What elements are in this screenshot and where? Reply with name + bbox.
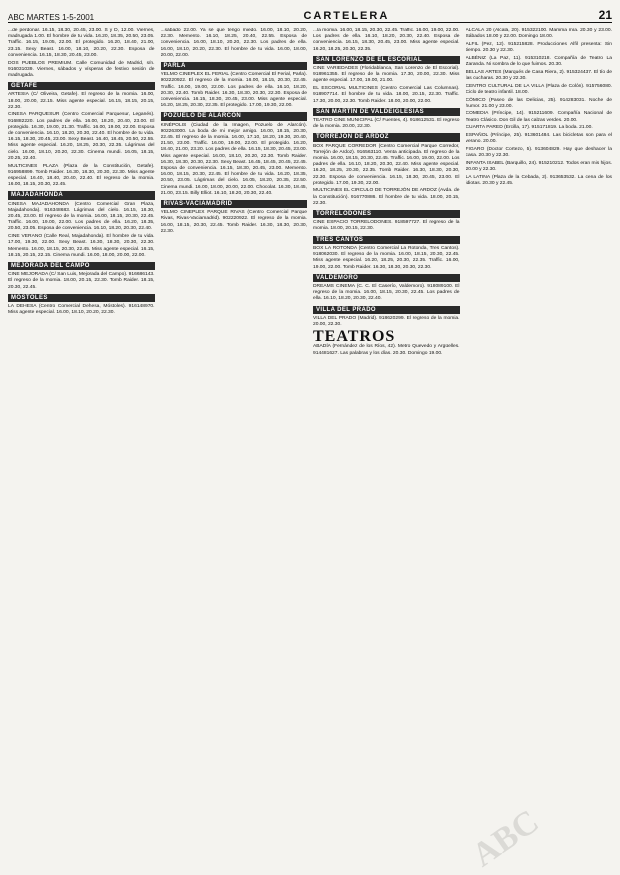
listing-entry: CINE VERANO (Calle Real, Majadahonda). El hombre de tu vida. 17.00, 19.30, 22.00. Sexy Beast. 16.30, 18.30, 20.30, 22.30. Memento. 16.00, 18.15, 20.30, 22.45. Miss agente especial. 16.15, 18.15, 20.15, 22.15. Cinema mundi. 16.00, 18.00, 20.00, 22.00. (8, 234, 155, 258)
listing-entry: BOX LA ROTONDA (Centro Comercial La Rotonda, Tres Cantos). 918062030. El regreso de la momia. 16.00, 18.15, 20.30, 22.45. Miss agente especial. 16.20, 18.25, 20.30, 22.35. Traffic. 16.00, 19.00, 22.00. Tomb Raider. 16.30, 18.30, 20.30, 22.30. (313, 245, 460, 270)
listing-entry: MULTICINES EL CIRCULO DE TORREJÓN DE ARDOZ (Avda. de la Constitución). 916770886. El hombre de tu vida. 18.00, 20.15, 22.30. (313, 188, 460, 206)
abc-watermark: ABC (465, 802, 546, 875)
listing-entry: KINÉPOLIS (Ciudad de la Imagen, Pozuelo de Alarcón). 902263000. La boda de mi mejor amigo. 16.00, 18.15, 20.30, 22.45. El regreso de la momia. 16.00, 17.10, 18.20, 19.30, 20.40, 21.50, 23.00. Traffic. 16.00, 19.00, 22.00. El protegido. 16.20, 18.40, 21.00, 23.20. Los padres de ella. 16.15, 18.30, 20.45, 23.00. Miss agente especial. 16.00, 18.10, 20.20, 22.30. Tomb Raider. 16.30, 18.30, 20.30, 22.30. Sexy Beast. 16.45, 18.45, 20.45, 22.45. Esposa de conveniencia. 16.15, 18.30, 20.45, 23.00. Memento. 16.00, 18.15, 20.30, 22.45. El hombre de tu vida. 16.20, 18.35, 20.50, 23.05. Lágrimas del cielo. 16.05, 18.20, 20.35, 22.50. Cinema mundi. 16.00, 18.00, 20.00, 22.00. Chocolat. 16.30, 18.45, 21.00, 23.15. Billy Elliot. 16.10, 18.20, 20.30, 22.40. (160, 122, 307, 196)
listing-entry: ARTESIA (C/ Oliveira, Getafe). El regreso de la momia. 16.00, 18.00, 20.00, 22.15. Miss agente especial. 16.15, 18.15, 20.15, 22.30. (8, 92, 155, 110)
listing-entry: ALCALÁ 20 (Alcalá, 20). 915322100. Mamma mía. 20.30 y 23.00. Sábados 18.00 y 22.00. Domingo 18.00. (465, 28, 612, 40)
listing-entry: YELMO CINEPLEX EL FERIAL (Centro Comercial El Ferial, Parla). 902220922. El regreso de la momia. 16.00, 18.15, 20.30, 22.45. Traffic. 16.00, 19.00, 22.00. Los padres de ella. 16.10, 18.20, 20.30, 22.40. Tomb Raider. 16.30, 18.30, 20.30, 22.30. Esposa de conveniencia. 16.15, 18.30, 20.45, 23.00. Miss agente especial. 16.20, 18.25, 20.30, 22.35. El protegido. 17.00, 19.30, 22.00. (160, 72, 307, 109)
listing-entry: ESPAÑOL (Príncipe, 25). 913601484. Las bicicletas son para el verano. 20.00. (465, 133, 612, 145)
listing-entry: EL ESCORIAL MULTICINES (Centro Comercial Las Columnas). 918907714. El hombre de tu vida. 18.00, 20.15, 22.30. Traffic. 17.30, 20.00, 22.30. Tomb Raider. 18.00, 20.00, 22.00. (313, 86, 460, 104)
listing-entry: INFANTA ISABEL (Barquillo, 24). 915210212. Todos eran mis hijos. 20.00 y 22.30. (465, 160, 612, 173)
section-heading: PARLA (161, 62, 308, 70)
listing-entry: ...de perdonar. 16.15, 18.30, 20.45, 23.00. S y D, 12.00. Viernes, madrugada 1.00. El hombre de tu vida. 16.20, 18.35, 20.50, 23.05. Traffic. 16.15, 19.05, 22.00. El protegido. 16.20, 18.40, 21.00, 23.15. Sexy Beast. 16.00, 18.10, 20.20, 22.30. Esposa de conveniencia. 16.15, 18.30, 20.45, 23.00. (8, 28, 155, 58)
listing-entry: FIGARO (Doctor Cortezo, 5). 913604829. Hay que deshacer la casa. 20.30 y 22.30. (465, 146, 612, 159)
column-1 (8, 28, 155, 858)
listing-entry: ABADÍA (Fernández de los Ríos, 42). Metro Quevedo y Argüelles. 914481627. Las palabras y los días. 20.30. Domingo 19.00. (313, 344, 460, 356)
listing-entry: BOX PARQUE CORREDOR (Centro Comercial Parque Corredor, Torrejón de Ardoz). 916563110. Venta anticipada. El regreso de la momia. 16.00, 18.15, 20.30, 22.45. Traffic. 16.00, 19.00, 22.00. Los padres de ella. 16.10, 18.20, 20.30, 22.40. Miss agente especial. 16.20, 18.25, 20.30, 22.35. Tomb Raider. 16.30, 18.30, 20.30, 22.30. Esposa de conveniencia. 16.15, 18.30, 20.45, 23.00. El protegido. 17.00, 19.30, 22.00. (313, 143, 460, 186)
column-4 (466, 28, 613, 858)
listing-entry: BELLAS ARTES (Marqués de Casa Riera, 2). 915324437. El tío de las cucharas. 20.30 y 22.30. (465, 69, 612, 81)
page-header (8, 4, 612, 23)
section-heading: VILLA DEL PRADO (313, 306, 460, 314)
column-3 (313, 28, 460, 858)
section-heading: RIVAS-VACIAMADRID (161, 200, 308, 208)
section-heading: MÓSTOLES (8, 294, 155, 302)
column-2 (161, 28, 308, 858)
listing-entry: LA LATINA (Plaza de la Cebada, 2). 913653532. La cena de los idiotas. 20.30 y 22.45. (465, 174, 612, 186)
listing-entry: ...sábado 22.00. Ya sé que tengo miedo. 16.00, 18.10, 20.20, 22.30. Memento. 16.10, 18.25, 20.40, 22.55. Esposa de conveniencia. 16.00, 18.10, 20.20, 22.30. Los padres de ella. 16.00, 18.10, 20.20, 22.30. El hombre de tu vida. 16.00, 18.00, 20.00, 22.00. (160, 28, 307, 58)
listing-entry: CÓMICO (Paseo de las Delicias, 25). 914283031. Noche de humor. 21.00 y 23.00. (465, 97, 612, 109)
listing-entry: CINE VARIEDADES (Floridablanca, San Lorenzo de El Escorial). 918961355. El regreso de la momia. 17.30, 20.00, 22.30. Miss agente especial. 17.00, 19.00, 21.00. (313, 66, 460, 84)
category-heading: TEATROS (313, 328, 396, 346)
listing-entry: TEATRO CINE MUNICIPAL (C/ Fuentes, 4). 918612531. El regreso de la momia. 20.00, 22.30. (313, 117, 460, 130)
listing-entry: ...la momia. 16.00, 18.15, 20.30, 22.45. Traffic. 16.00, 19.00, 22.00. Los padres de ella. 16.10, 18.20, 20.30, 22.40. Esposa de conveniencia. 16.15, 18.30, 20.45, 23.00. Miss agente especial. 16.20, 18.25, 20.30, 22.35. (313, 28, 460, 52)
header-date: ABC MARTES 1-5-2001 (8, 13, 95, 22)
listing-entry: ALBÉNIZ (La Paz, 11). 915310218. Compañía de Teatro La Zaranda. Ni sombra de lo que fuimos. 20.30. (465, 55, 612, 68)
section-heading: POZUELO DE ALARCÓN (161, 112, 308, 120)
listing-entry: YELMO CINEPLEX PARQUE RIVAS (Centro Comercial Parque Rivas, Rivas-Vaciamadrid). 902220922. El regreso de la momia. 16.00, 18.15, 20.30, 22.45. Tomb Raider. 16.30, 18.30, 20.30, 22.30. (160, 210, 307, 234)
section-heading: TRES CANTOS (313, 236, 460, 244)
listing-entry: CUARTA PARED (Ercilla, 17). 915171819. La boda. 21.00. (465, 125, 593, 131)
section-title: CARTELERA (303, 10, 390, 22)
page-number: 21 (598, 8, 612, 22)
section-heading: MEJORADA DEL CAMPO (8, 262, 155, 270)
listing-entry: VILLA DEL PRADO (Madrid). 918620299. El regreso de la momia. 20.00, 22.30. (313, 315, 460, 327)
listing-entry: CINESA MAJADAHONDA (Centro Comercial Gran Plaza, Majadahonda). 916348683. Lágrimas del cielo. 16.15, 18.30, 20.45, 23.00. El regreso de la momia. 16.00, 18.15, 20.30, 22.45. Traffic. 16.00, 19.00, 22.00. Los padres de ella. 16.20, 18.35, 20.50, 23.05. Esposa de conveniencia. 16.10, 18.20, 20.30, 22.40. (8, 201, 155, 232)
section-heading: MAJADAHONDA (8, 191, 155, 199)
section-heading: VALDEMORO (313, 274, 460, 282)
listing-entry: CINE MEJORADA (C/ San Luis, Mejorada del Campo). 916686143. El regreso de la momia. 18.00, 20.15, 22.30. Tomb Raider. 18.15, 20.30, 22.45. (8, 272, 155, 290)
section-heading: TORREJÓN DE ARDOZ (313, 133, 460, 141)
listing-entry: CINE ESPACIO TORRELODONES. 918597727. El regreso de la momia. 18.00, 20.15, 22.30. (313, 220, 460, 232)
listing-entry: CENTRO CULTURAL DE LA VILLA (Plaza de Colón). 915756080. Ciclo de teatro infantil. 18.00. (465, 83, 612, 95)
listing-entry: DOS PUEBLOS PREMIUM. Calle Comunidad de Madrid, s/n. 916031039. Viernes, sábados y vísperas de festivo sesión de madrugada. (8, 60, 155, 78)
section-heading: TORRELODONES (313, 210, 460, 218)
listing-entry: COMEDIA (Príncipe, 14). 915211609. Compañía Nacional de Teatro Clásico. Don Gil de las calzas verdes. 20.00. (465, 111, 612, 123)
listing-entry: LA DEHESA (Centro Comercial Dehesa, Móstoles). 916148970. Miss agente especial. 16.00, 18.10, 20.20, 22.30. (8, 303, 155, 316)
section-heading: SAN LORENZO DE EL ESCORIAL (313, 56, 460, 64)
section-heading: SAN MARTÍN DE VALDEIGLESIAS (313, 108, 460, 116)
listing-entry: ALFIL (Pez, 12). 915215828. Producciones Alfil presenta: Sin tiempo. 20.30 y 22.30. (465, 41, 612, 54)
section-heading: GETAFE (8, 82, 155, 90)
listing-entry: DREAMS CINEMA (C. C. El Caserío, Valdemoro). 918089100. El regreso de la momia. 16.00, 18.15, 20.30, 22.45. Los padres de ella. 16.10, 18.20, 20.30, 22.40. (313, 283, 460, 302)
listing-entry: CINESA PARQUESUR (Centro Comercial Parquesur, Leganés). 916882220. Los padres de ella. 16.00, 18.20, 20.40, 23.00. El protegido. 16.30, 19.00, 21.30. Traffic. 16.00, 19.00, 22.00. Esposa de conveniencia. 16.10, 18.20, 20.30, 22.40. El hombre de tu vida. 16.15, 18.30, 20.45, 23.00. Sexy Beast. 16.40, 18.45, 20.50, 22.55. Miss agente especial. 16.20, 18.25, 20.30, 22.35. Lágrimas del cielo. 16.00, 18.10, 20.20, 22.30. Cinema mundi. 16.05, 18.15, 20.25, 22.40. (8, 112, 155, 161)
listing-entry: MULTICINES PLAZA (Plaza de la Constitución, Getafe). 916958899. Tomb Raider. 16.30, 18.30, 20.30, 22.30. Miss agente especial. 16.40, 18.40, 20.40, 22.40. El regreso de la momia. 16.00, 18.15, 20.30, 22.45. (8, 163, 155, 188)
listing-columns (8, 28, 612, 858)
